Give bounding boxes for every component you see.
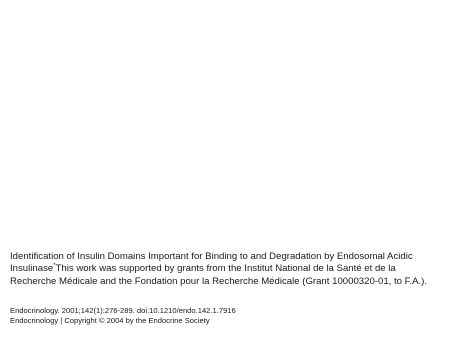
copyright-line: Endocrinology | Copyright © 2004 by the Endocrine Society — [10, 316, 210, 326]
caption-footnote: This work was supported by grants from the Institut National de la Santé et de la Recherche Médicale and the Fondation pour la Recherche Médicale (Grant 10000320-01, to F.A.). — [10, 263, 428, 287]
figure-caption — [10, 251, 442, 288]
citation-block — [10, 306, 442, 326]
caption-title: Identification of Insulin Domains Important for Binding to and Degradation by Endosomal Acidic Insulinase — [10, 251, 413, 275]
footnote-marker: * — [53, 263, 56, 270]
citation-reference: Endocrinology. 2001;142(1):276-289. doi:10.1210/endo.142.1.7916 — [10, 306, 236, 315]
